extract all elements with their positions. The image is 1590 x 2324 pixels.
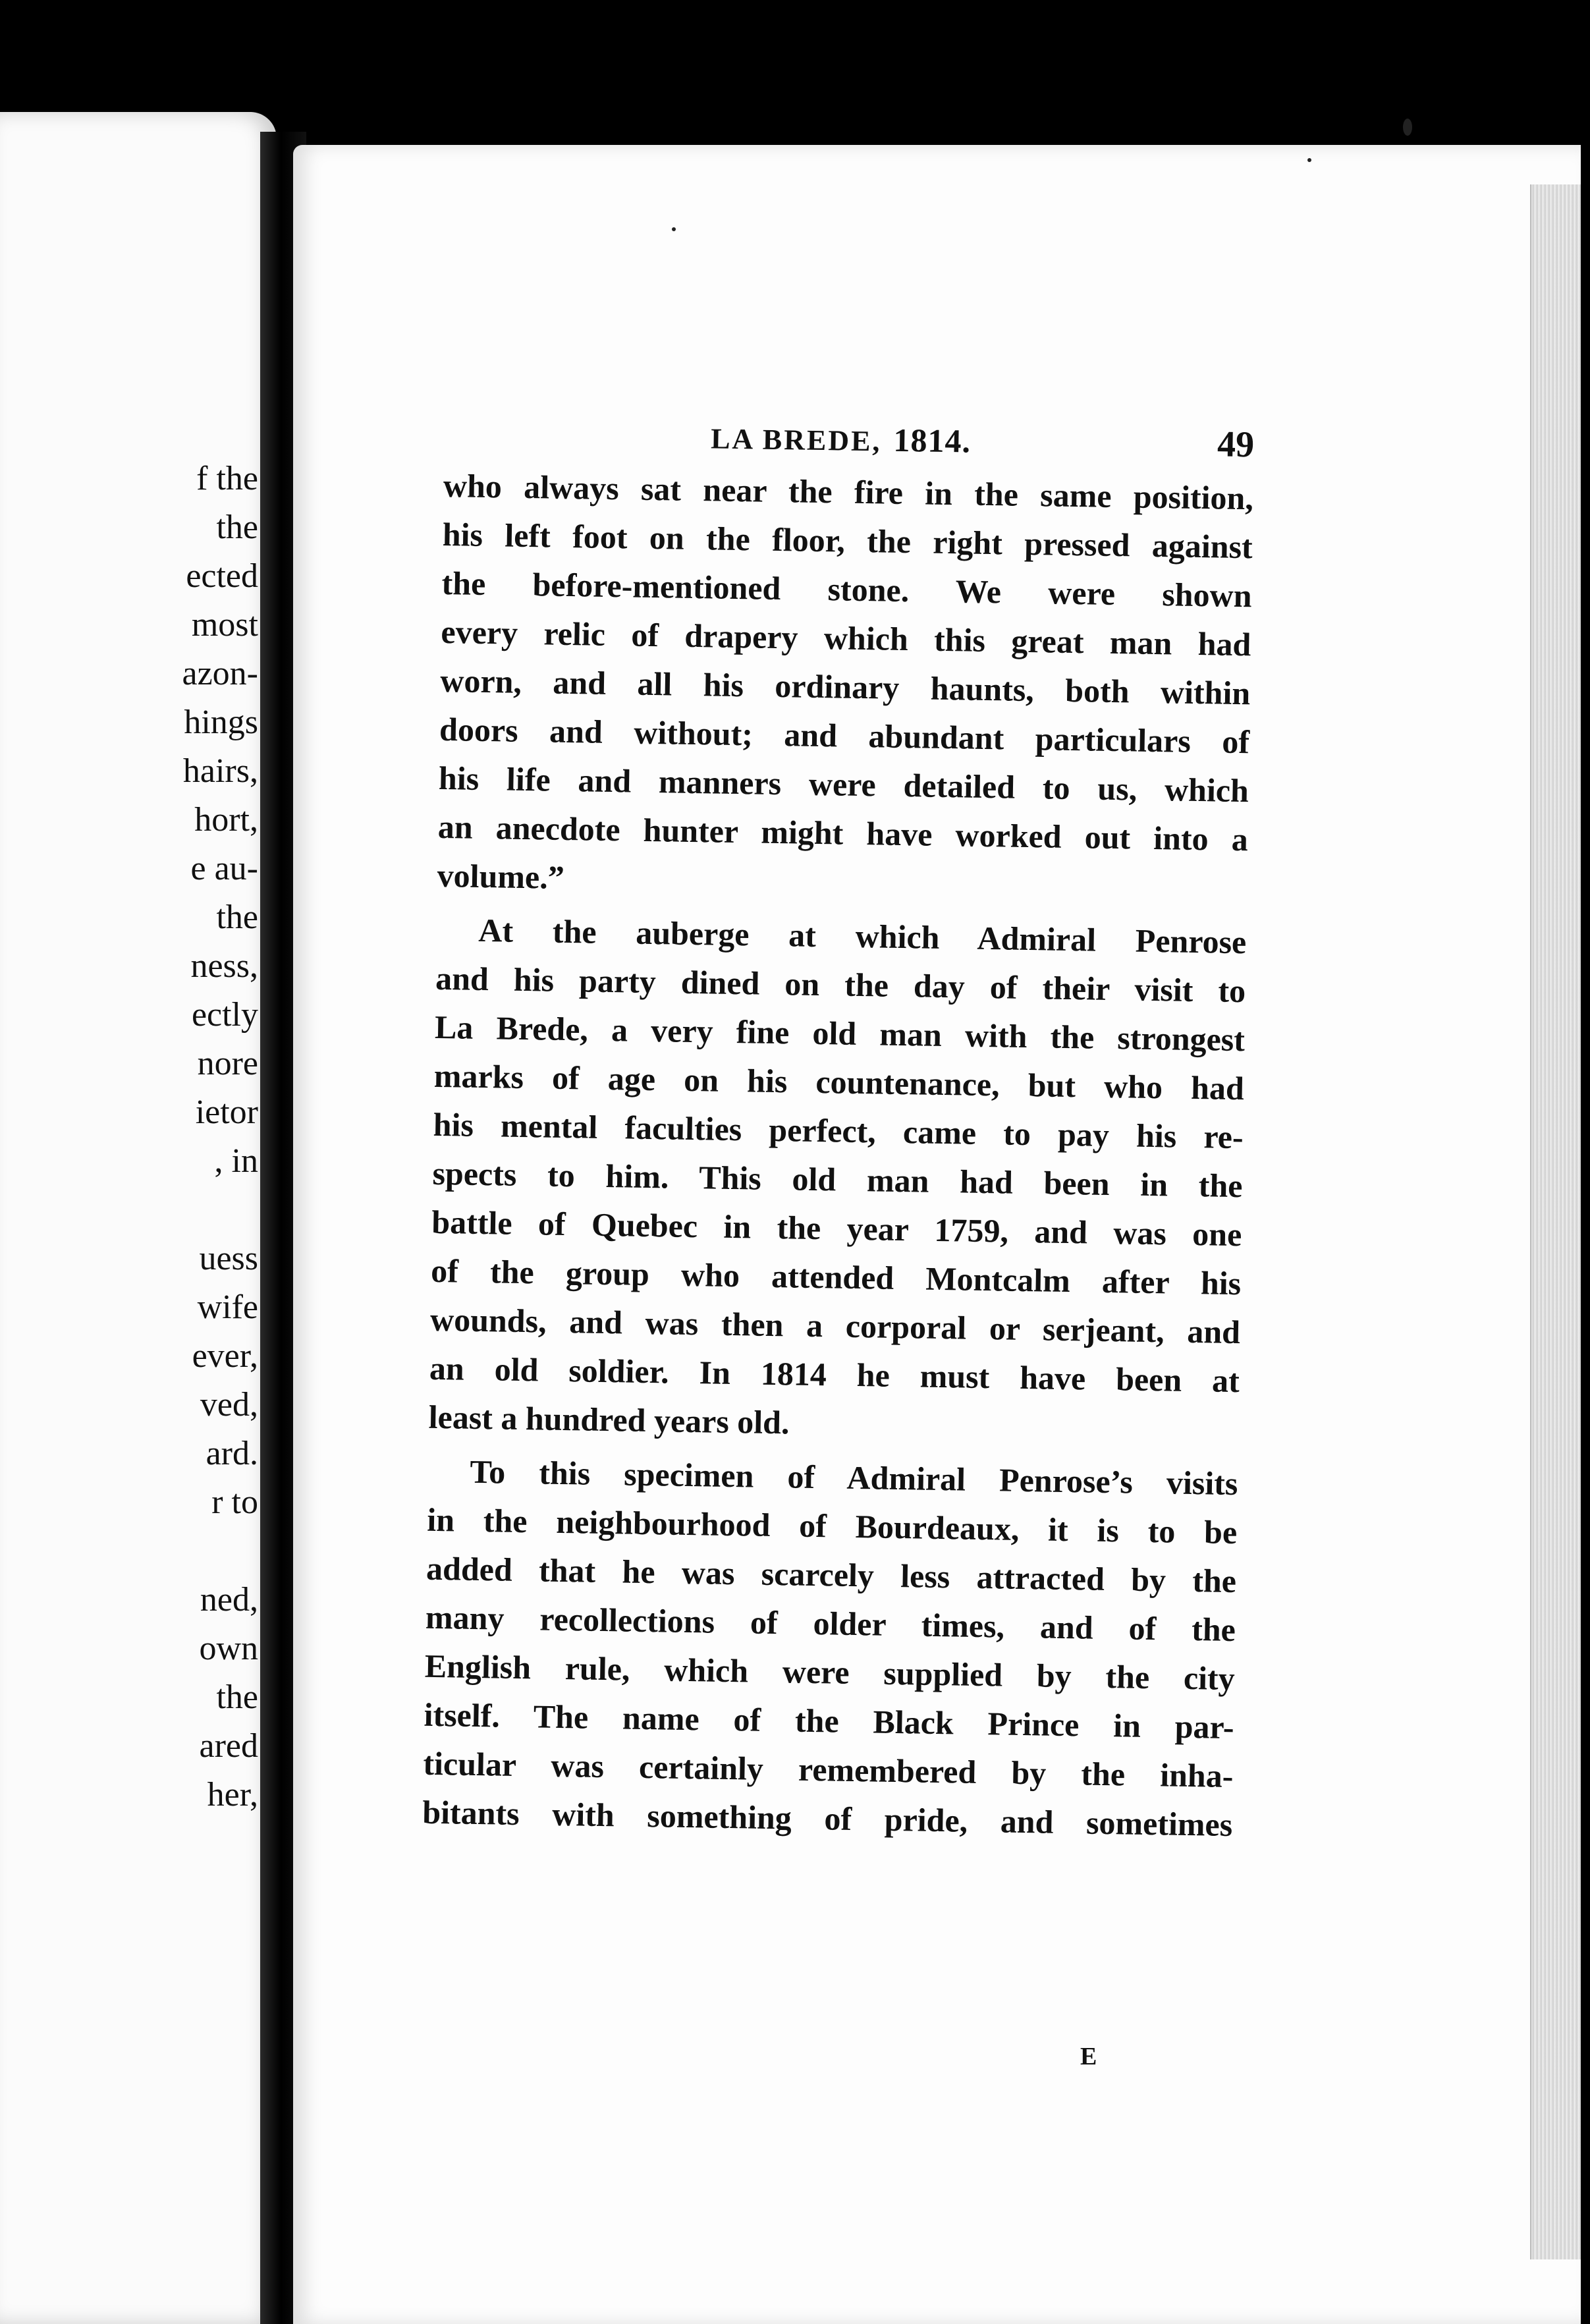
left-page-line: , in	[214, 1142, 258, 1180]
left-page-line: ned,	[200, 1581, 258, 1618]
left-page-line: ved,	[200, 1386, 258, 1424]
text-line: his life and manners were detailed to us, which	[438, 759, 1249, 810]
left-page-line: azon-	[182, 655, 258, 692]
text-line: bitants with something of pride, and sometimes	[422, 1793, 1233, 1844]
scan-speck	[1307, 158, 1311, 162]
left-page-line: ard.	[206, 1435, 258, 1472]
left-page-line: e au-	[190, 850, 258, 887]
left-page-line: ected	[186, 557, 258, 595]
left-page-line: own	[199, 1630, 258, 1667]
left-page-line: the	[216, 899, 258, 936]
left-page-line: r to	[211, 1483, 258, 1521]
text-line: At the auberge at which Admiral Penrose	[478, 911, 1247, 961]
text-line: marks of age on his countenance, but who had	[433, 1057, 1245, 1107]
text-line: spects to him. This old man had been in the	[432, 1154, 1243, 1205]
text-line: his left foot on the floor, the right pressed against	[442, 515, 1253, 566]
left-page-text	[182, 455, 258, 1819]
right-page	[293, 145, 1581, 2324]
text-line: English rule, which were supplied by the city	[424, 1647, 1236, 1698]
left-page-line: hings	[184, 704, 258, 741]
left-page-line: f the	[196, 460, 258, 497]
left-page-line: wife	[197, 1288, 258, 1326]
text-line: wounds, and was then a corporal or serjeant, and	[429, 1300, 1241, 1351]
text-line: who always sat near the fire in the same position,	[443, 466, 1254, 517]
text-line: his mental faculties perfect, came to pay his re-	[433, 1105, 1244, 1156]
body-text	[422, 461, 1254, 1849]
paragraph	[422, 1447, 1238, 1849]
text-line: volume.”	[437, 856, 565, 896]
text-line: ticular was certainly remembered by the inha-	[423, 1744, 1234, 1795]
left-page-line: her,	[207, 1776, 258, 1813]
text-line: every relic of drapery which this great man had	[441, 613, 1251, 663]
text-line: in the neighbourhood of Bourdeaux, it is to be	[426, 1501, 1238, 1551]
text-line: La Brede, a very fine old man with the strongest	[434, 1008, 1246, 1059]
page-edge	[1530, 184, 1581, 2259]
left-page-line: hairs,	[182, 752, 258, 790]
left-page-line: hort,	[194, 801, 258, 839]
left-page-line: most	[191, 606, 258, 644]
left-page-line: ness,	[190, 947, 258, 985]
text-line: itself. The name of the Black Prince in par-	[424, 1696, 1234, 1746]
left-page-line: ever,	[192, 1337, 258, 1375]
running-year: 1814.	[893, 421, 972, 460]
text-line: an old soldier. In 1814 he must have been at	[429, 1349, 1240, 1400]
text-line: To this specimen of Admiral Penrose’s visits	[470, 1452, 1238, 1503]
signature-mark: E	[1080, 2043, 1097, 2070]
left-page-line: the	[216, 509, 258, 546]
text-line: worn, and all his ordinary haunts, both within	[439, 661, 1251, 712]
page-number: 49	[1217, 424, 1255, 466]
text-line: many recollections of older times, and of the	[425, 1598, 1236, 1649]
text-line: added that he was scarcely less attracted by the	[425, 1549, 1237, 1600]
paragraph	[437, 461, 1253, 912]
text-line: battle of Quebec in the year 1759, and was one	[431, 1203, 1242, 1254]
text-line: the before-mentioned stone. We were shown	[441, 564, 1252, 615]
left-page-line	[182, 1527, 258, 1576]
page-content	[422, 402, 1255, 1849]
text-line: of the group who attended Montcalm after his	[430, 1252, 1242, 1302]
left-page-line: ectly	[191, 996, 258, 1034]
scan-speck	[672, 227, 676, 231]
left-page	[0, 112, 277, 2324]
text-line: least a hundred years old.	[428, 1398, 790, 1441]
left-page-line: uess	[199, 1240, 258, 1277]
left-page-line: ietor	[195, 1093, 258, 1131]
text-line: an anecdote hunter might have worked out into a	[437, 808, 1249, 858]
paragraph	[428, 905, 1247, 1454]
text-line: and his party dined on the day of their visit to	[435, 959, 1246, 1010]
text-line: doors and without; and abundant particulars of	[439, 710, 1250, 761]
left-page-line: the	[216, 1678, 258, 1716]
left-page-line: nore	[197, 1045, 258, 1082]
scan-speck	[1403, 119, 1412, 136]
running-title	[711, 418, 972, 460]
left-page-line: ared	[199, 1727, 258, 1765]
left-page-line	[182, 1186, 258, 1234]
running-title-text: LA BREDE,	[710, 422, 882, 458]
